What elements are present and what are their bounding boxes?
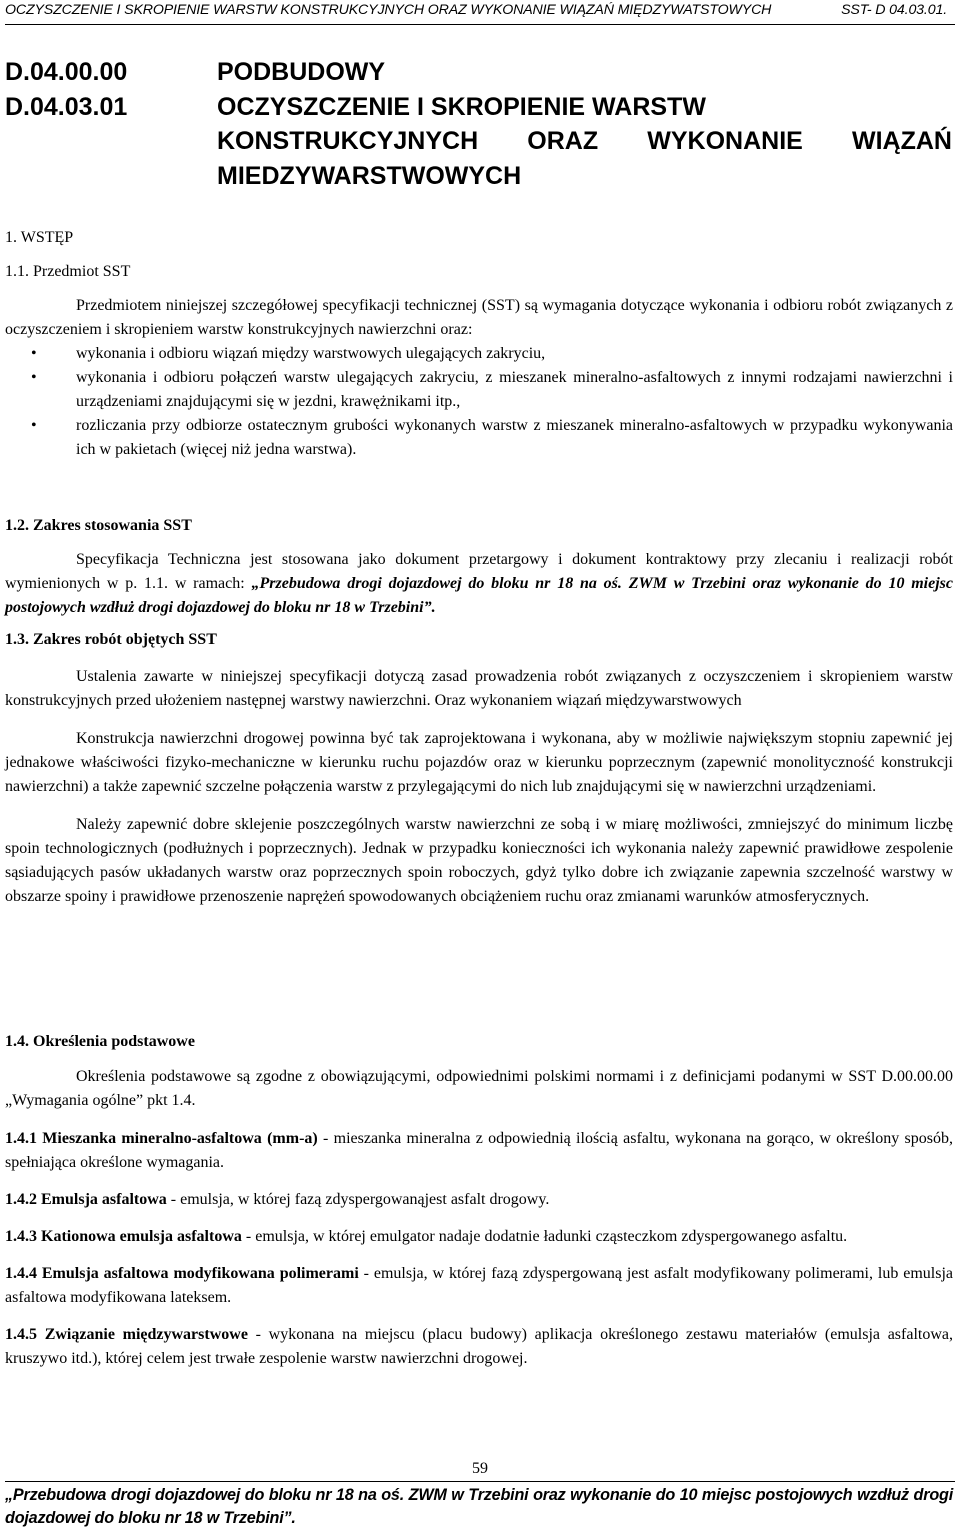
footer-rule (5, 1481, 955, 1482)
list-item-text: wykonania i odbioru połączeń warstw ulegających zakryciu, z mieszanek mineralno-asfaltowych z innymi rodzajami nawierzchni i urządzeniami znajdującymi się w jezdni, krawężnikami itp., (76, 369, 953, 410)
definition-text: - mieszanka mineralna z odpowiednią ilością asfaltu, wykonana na gorąco, w określony sposób, spełniająca określone wymagania. (5, 1130, 954, 1171)
definition (5, 1188, 953, 1212)
bullet-list (5, 342, 953, 462)
definition (5, 1225, 953, 1249)
section-heading-1-1: 1.1. Przedmiot SST (5, 263, 131, 280)
project-name: „Przebudowa drogi dojazdowej do bloku nr 18 na oś. ZWM w Trzebini oraz wykonanie do 10 miejsc postojowych wzdłuż drogi dojazdowej do bloku nr 18 w Trzebini”. (5, 575, 954, 616)
title-line-1: PODBUDOWY (217, 58, 386, 86)
section-1-4-body (5, 1065, 953, 1371)
paragraph: Należy zapewnić dobre sklejenie poszczególnych warstw nawierzchni ze sobą i w miarę możliwości, zmniejszyć do minimum liczbę spoin technologicznych (podłużnych i poprzecznych). Jednak w przypadku konieczności ich wykonania należy zapewnić prawidłowe zespolenie sąsiadujących pasów układanych warstw oraz poprzecznych spoin roboczych, gdyż tylko dobre ich związanie zapewnia szczelność warstwy w obszarze spoiny i prawidłowe przenoszenie naprężeń spowodowanych obciążeniem ruchu oraz zmianami warunków atmosferycznych. (5, 816, 953, 905)
title-line-4: MIEDZYWARSTWOWYCH (217, 161, 522, 190)
footer-project-title: „Przebudowa drogi dojazdowej do bloku nr 18 na oś. ZWM w Trzebini oraz wykonanie do 10 miejsc postojowych wzdłuż drogi dojazdowej do bloku nr 18 w Trzebini”. (5, 1486, 953, 1527)
definition-text: - wykonana na miejscu (placu budowy) aplikacja określonego zestawu materiałów (emulsja asfaltowa, kruszywo itd.), której celem jest trwałe zespolenie warstw nawierzchni drogowej. (5, 1326, 954, 1367)
definition-term: 1.4.5 Związanie międzywarstwowe (5, 1326, 248, 1343)
paragraph: Ustalenia zawarte w niniejszej specyfikacji dotyczą zasad prowadzenia robót związanych z oczyszczeniem i skropieniem warstw konstrukcyjnych przed ułożeniem następnej warstwy nawierzchni. Oraz wykonaniem wiązań międzywarstwowych (5, 668, 953, 709)
title-line-3 (217, 124, 952, 159)
paragraph (5, 548, 953, 620)
title-word: KONSTRUKCYJNYCH (217, 127, 479, 155)
definition-text: - emulsja, w której emulgator nadaje dodatnie ładunki cząsteczkom zdyspergowanego asfaltu. (241, 1228, 848, 1245)
definition-term: 1.4.3 Kationowa emulsja asfaltowa (5, 1228, 242, 1245)
definition-term: 1.4.2 Emulsja asfaltowa (5, 1191, 167, 1208)
bullet-icon: • (31, 369, 37, 386)
spec-codes (5, 55, 127, 125)
paragraph-text: Specyfikacja Techniczna jest stosowana jako dokument przetargowy i dokument kontraktowy przy zlecaniu i realizacji robót wymienionych w p. 1.1. w ramach: (5, 551, 953, 592)
running-header-ref: SST- D 04.03.01. (841, 2, 947, 18)
paragraph: Konstrukcja nawierzchni drogowej powinna być tak zaprojektowana i wykonana, aby w możliwie największym stopniu zapewnić jej jednakowe właściwości fizyko-mechaniczne w kierunku ruchu pojazdów oraz w kierunku poprzecznym (zapewnić monolityczność konstrukcji nawierzchni) a także zapewnić szczelne połączenia warstw z przylegającymi do nich lub znajdującymi się w nawierzchni urządzeniami. (5, 730, 953, 795)
definition-term: 1.4.1 Mieszanka mineralno-asfaltowa (mm-a) (5, 1130, 318, 1147)
list-item (5, 366, 953, 414)
title-word: ORAZ (527, 127, 599, 155)
list-item-text: rozliczania przy odbiorze ostatecznym grubości wykonanych warstw z mieszanek mineralno-asfaltowych w przypadku wykonywania ich w pakietach (więcej niż jedna warstwa). (76, 417, 953, 458)
title-line-2: OCZYSZCZENIE I SKROPIENIE WARSTW (217, 92, 706, 121)
page-number: 59 (472, 1460, 488, 1477)
section-1-3-body (5, 665, 953, 909)
definition-term: 1.4.4 Emulsja asfaltowa modyfikowana polimerami (5, 1265, 359, 1282)
definition (5, 1262, 953, 1310)
definition (5, 1127, 953, 1175)
list-item-text: wykonania i odbioru wiązań między warstwowych ulegających zakryciu, (76, 345, 546, 362)
bullet-icon: • (31, 345, 37, 362)
definition-text: - emulsja, w której fazą zdyspergowanąjest asfalt drogowy. (166, 1191, 550, 1208)
running-header (5, 2, 955, 18)
section-heading-1-3: 1.3. Zakres robót objętych SST (5, 631, 217, 648)
list-item (5, 342, 953, 366)
running-header-title: OCZYSZCZENIE I SKROPIENIE WARSTW KONSTRUKCYJNYCH ORAZ WYKONANIE WIĄZAŃ MIĘDZYWATSTOWYCH (5, 2, 772, 18)
spec-code-item: D.04.03.01 (5, 93, 128, 121)
header-rule (5, 24, 955, 25)
section-1-1-body (5, 294, 953, 462)
bullet-icon: • (31, 417, 37, 434)
paragraph: Przedmiotem niniejszej szczegółowej specyfikacji technicznej (SST) są wymagania dotyczące wykonania i odbioru robót związanych z oczyszczeniem i skropieniem warstw konstrukcyjnych nawierzchni oraz: (5, 297, 953, 338)
section-heading-1-4: 1.4. Określenia podstawowe (5, 1033, 195, 1050)
definition-text: - emulsja, w której fazą zdyspergowaną jest asfalt modyfikowany polimerami, lub emulsja asfaltowa modyfikowana lateksem. (5, 1265, 953, 1306)
definition (5, 1323, 953, 1371)
title-word: WIĄZAŃ (852, 127, 952, 155)
section-1-2-body (5, 548, 953, 620)
spec-code-group: D.04.00.00 (5, 58, 128, 86)
paragraph: Określenia podstawowe są zgodne z obowiązującymi, odpowiednimi polskimi normami i z definicjami podanymi w SST D.00.00.00 „Wymagania ogólne” pkt 1.4. (5, 1068, 953, 1109)
section-heading-1: 1. WSTĘP (5, 229, 74, 246)
title-word: WYKONANIE (647, 127, 803, 155)
document-title (217, 55, 952, 193)
section-heading-1-2: 1.2. Zakres stosowania SST (5, 517, 192, 534)
list-item (5, 414, 953, 462)
